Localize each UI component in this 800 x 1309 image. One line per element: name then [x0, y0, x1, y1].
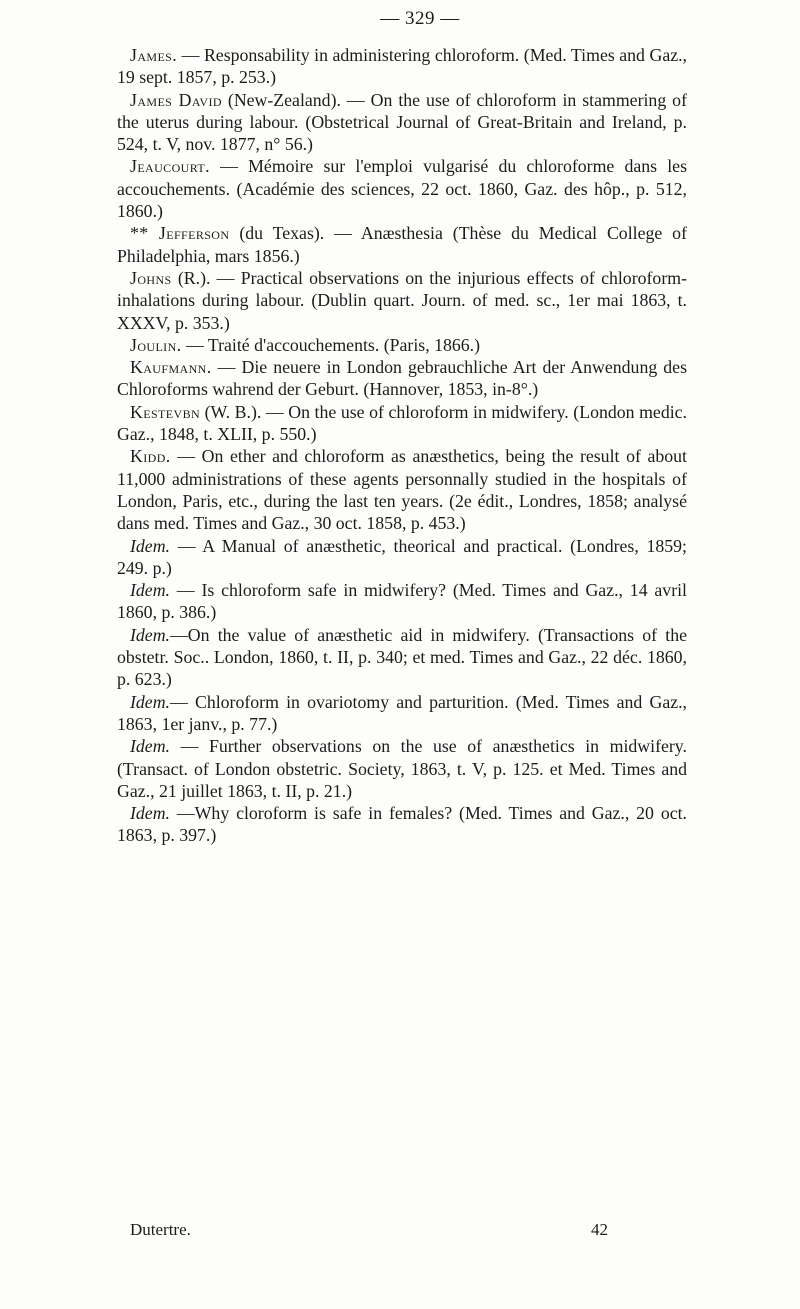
entry-author: Idem.	[130, 691, 170, 712]
entry-author: Johns	[130, 267, 172, 288]
page-footer	[130, 1220, 608, 1240]
entry-text: — Is chloroform safe in midwifery? (Med. Times and Gaz., 14 avril 1860, p. 386.)	[117, 580, 687, 623]
bibliography-entry	[117, 735, 687, 802]
entry-text: — Mémoire sur l'emploi vulgarisé du chloroforme dans les accouchements. (Académie des sciences, 22 oct. 1860, Gaz. des hôp., p. 512, 1860.)	[117, 156, 687, 222]
entry-text: (du Texas). — Anæsthesia (Thèse du Medical College of Philadelphia, mars 1856.)	[117, 223, 687, 266]
entry-text: (New-Zealand). — On the use of chloroform in stammering of the uterus during labour. (Obstetrical Journal of Great-Britain and Ireland, p. 524, t. V, nov. 1877, n° 56.)	[117, 89, 687, 155]
entry-text: — Chloroform in ovariotomy and parturition. (Med. Times and Gaz., 1863, 1er janv., p. 77.)	[117, 691, 687, 734]
entry-author: Idem.	[130, 736, 170, 757]
bibliography-entry	[117, 445, 687, 534]
entry-text: —Why cloroform is safe in females? (Med. Times and Gaz., 20 oct. 1863, p. 397.)	[117, 803, 687, 846]
bibliography-entry	[117, 401, 687, 446]
footer-author: Dutertre.	[130, 1220, 191, 1239]
bibliography-entry	[117, 579, 687, 624]
bibliography-entry	[117, 356, 687, 401]
entry-author: Kestevbn	[130, 401, 201, 422]
bibliography-entry	[117, 624, 687, 691]
bibliography-entry	[117, 334, 687, 356]
entry-text: — On ether and chloroform as anæsthetics, being the result of about 11,000 administrations of these agents personnally studied in the hospitals of London, Paris, etc., during the last ten years. (2e édit., Londres, 1858; analysé dans med. Times and Gaz., 30 oct. 1858, p. 453.)	[117, 446, 687, 534]
bibliography-entry	[117, 222, 687, 267]
entry-text: — Responsability in administering chloroform. (Med. Times and Gaz., 19 sept. 1857, p. 253.)	[117, 45, 687, 88]
entry-author: Kaufmann.	[130, 357, 212, 378]
entry-text: (R.). — Practical observations on the injurious effects of chloroform-inhalations during labour. (Dublin quart. Journ. of med. sc., 1er mai 1863, t. XXXV, p. 353.)	[117, 267, 687, 333]
entry-author: Idem.	[130, 624, 170, 645]
entry-author: James.	[130, 45, 178, 65]
entry-author: Idem.	[130, 580, 170, 601]
entry-text: — Further observations on the use of anæsthetics in midwifery. (Transact. of London obstetric. Society, 1863, t. V, p. 125. et Med. Times and Gaz., 21 juillet 1863, t. II, p. 21.)	[117, 736, 687, 801]
entry-author: Jeaucourt.	[130, 156, 210, 177]
entry-author: Joulin.	[130, 334, 182, 355]
signature-mark: 42	[591, 1220, 608, 1239]
page-number: — 329 —	[380, 8, 460, 29]
entry-text: — Die neuere in London gebrauchliche Art der Anwendung des Chloroforms wahrend der Geburt. (Hannover, 1853, in-8°.)	[117, 357, 687, 400]
bibliography-entry	[117, 267, 687, 334]
entry-text: (W. B.). — On the use of chloroform in midwifery. (London medic. Gaz., 1848, t. XLII, p. 550.)	[117, 401, 687, 445]
entry-author: Idem.	[130, 803, 170, 824]
bibliography-entry	[117, 535, 687, 580]
entry-author: Idem.	[130, 535, 170, 556]
entry-text: —On the value of anæsthetic aid in midwifery. (Transactions of the obstetr. Soc.. London, 1860, t. II, p. 340; et med. Times and Gaz., 22 déc. 1860, p. 623.)	[117, 624, 687, 690]
entry-author: ** Jefferson	[130, 223, 230, 244]
bibliography-entry	[117, 802, 687, 847]
entry-text: — Traité d'accouchements. (Paris, 1866.)	[181, 334, 481, 355]
bibliography-entry	[117, 89, 687, 156]
bibliography-entry	[117, 44, 687, 89]
entry-author: Kidd.	[130, 446, 171, 467]
bibliography-list	[117, 44, 687, 847]
entry-text: — A Manual of anæsthetic, theorical and practical. (Londres, 1859; 249. p.)	[117, 535, 687, 578]
bibliography-entry	[117, 691, 687, 736]
entry-author: James David	[130, 89, 222, 110]
bibliography-entry	[117, 155, 687, 222]
